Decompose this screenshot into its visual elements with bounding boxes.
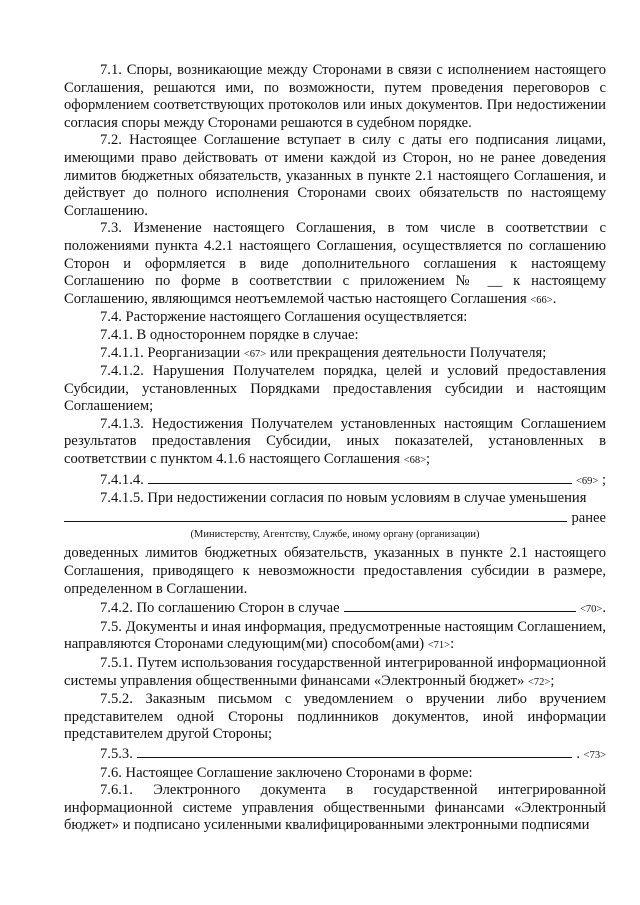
clause-7-4-1-5-blank[interactable] [64,508,567,522]
clause-7-4-1-3 [64,416,606,470]
clause-7-5-3 [64,744,606,765]
clause-7-4-1-1-rest: или прекращения деятельности Получателя; [269,344,547,361]
footnote-ref-66: <66> [530,294,553,306]
clause-7-5-3-label: 7.5.3. [100,745,133,762]
clause-7-5-3-blank[interactable] [137,744,573,758]
clause-7-4-1: 7.4.1. В одностороннем порядке в случае: [100,326,359,343]
clause-7-5 [64,619,606,655]
clause-7-4-2-end: . [602,600,606,617]
clause-7-4-1-1-text: 7.4.1.1. Реорганизации [100,344,241,361]
footnote-ref-67: <67> [243,348,267,360]
clause-7-3 [64,220,606,309]
clause-7-4-1-4 [64,470,606,491]
clause-7-6: 7.6. Настоящее Соглашение заключено Сторонами в форме: [100,764,473,781]
footnote-ref-73: <73> [583,749,606,761]
clause-7-6-1: 7.6.1. Электронного документа в государственной интегрированной информационной системе управления общественными финансами «Электронный бюджет» и подписано усиленными квалифицированными электронными подписями [64,782,606,834]
clause-7-4-1-4-blank[interactable] [148,470,572,484]
footnote-ref-69: <69> [575,475,599,487]
clause-7-3-text: 7.3. Изменение настоящего Соглашения, в том числе в соответствии с положениями пункта 4.2.1 настоящего Соглашения, осуществляется по соглашению Сторон и оформляется в виде дополнительного соглашения к настоящему Соглашению по форме в соответствии с приложением № __ к настоящему Соглашению, являющимся неотъемлемой частью настоящего Соглашения [64,220,606,307]
clause-7-4-1-5: 7.4.1.5. При недостижении согласия по новым условиям в случае уменьшения [100,490,587,507]
clause-7-3-end: . [552,290,557,307]
footnote-ref-68: <68> [403,455,427,467]
clause-7-5-1 [64,655,606,691]
clause-7-5-end: : [450,636,455,653]
clause-7-2: 7.2. Настоящее Соглашение вступает в силу с даты его подписания лицами, имеющими право действовать от имени каждой из Сторон, но не ранее доведения лимитов бюджетных обязательств, указанных в пункте 2.1 настоящего Соглашения, и действует до полного исполнения Сторонами своих обязательств по настоящему Соглашению. [64,132,606,219]
clause-7-4-1-3-end: ; [426,451,431,468]
clause-7-1: 7.1. Споры, возникающие между Сторонами в связи с исполнением настоящего Соглашения, решаются ими, по возможности, путем проведения переговоров с оформлением соответствующих протоколов или иных документов. При недостижении согласия споры между Сторонами решаются в судебном порядке. [64,62,606,131]
clause-7-4-2 [64,598,606,619]
clause-7-4: 7.4. Расторжение настоящего Соглашения осуществляется: [100,309,468,326]
clause-7-4-2-blank[interactable] [344,598,576,612]
clause-7-4-1-3-text: 7.4.1.3. Недостижения Получателем установленных настоящим Соглашением результатов предоставления Субсидии, иных показателей, установленных в соответствии с пунктом 4.1.6 настоящего Соглашения [64,415,606,468]
clause-7-4-1-4-label: 7.4.1.4. [100,471,144,488]
clause-7-5-3-end: . [576,745,580,762]
clause-7-4-2-label: 7.4.2. По соглашению Сторон в случае [100,600,340,617]
footnote-ref-70: <70> [580,604,603,616]
clause-7-4-1-4-end: ; [601,471,606,488]
clause-7-5-1-end: ; [550,672,555,689]
clause-7-4-1-5-caption: (Министерству, Агентству, Службе, иному органу (организации) [190,529,480,541]
clause-7-5-2: 7.5.2. Заказным письмом с уведомлением о вручении либо вручением представителем одной Стороны подлинников документов, иной информации представителем другой Стороны; [64,691,606,743]
clause-7-5-text: 7.5. Документы и иная информация, предусмотренные настоящим Соглашением, направляются Сторонами следующим(ми) способом(ами) [64,618,606,653]
clause-7-4-1-5-blank-line [64,508,606,528]
footnote-ref-71: <71> [427,640,451,652]
clause-7-4-1-1 [64,345,606,364]
footnote-ref-72: <72> [528,676,551,688]
clause-7-4-1-2: 7.4.1.2. Нарушения Получателем порядка, целей и условий предоставления Субсидии, установленных Порядками предоставления субсидии и настоящим Соглашением; [64,363,606,415]
clause-7-4-1-5-continuation: доведенных лимитов бюджетных обязательств, указанных в пункте 2.1 настоящего Соглашения, приводящего к невозможности предоставления субсидии в размере, определенном в Соглашении. [64,545,606,597]
clause-7-5-1-text: 7.5.1. Путем использования государственной интегрированной информационной системы управления общественными финансами «Электронный бюджет» [64,655,606,689]
clause-7-4-1-5-tail: ранее [571,509,606,526]
